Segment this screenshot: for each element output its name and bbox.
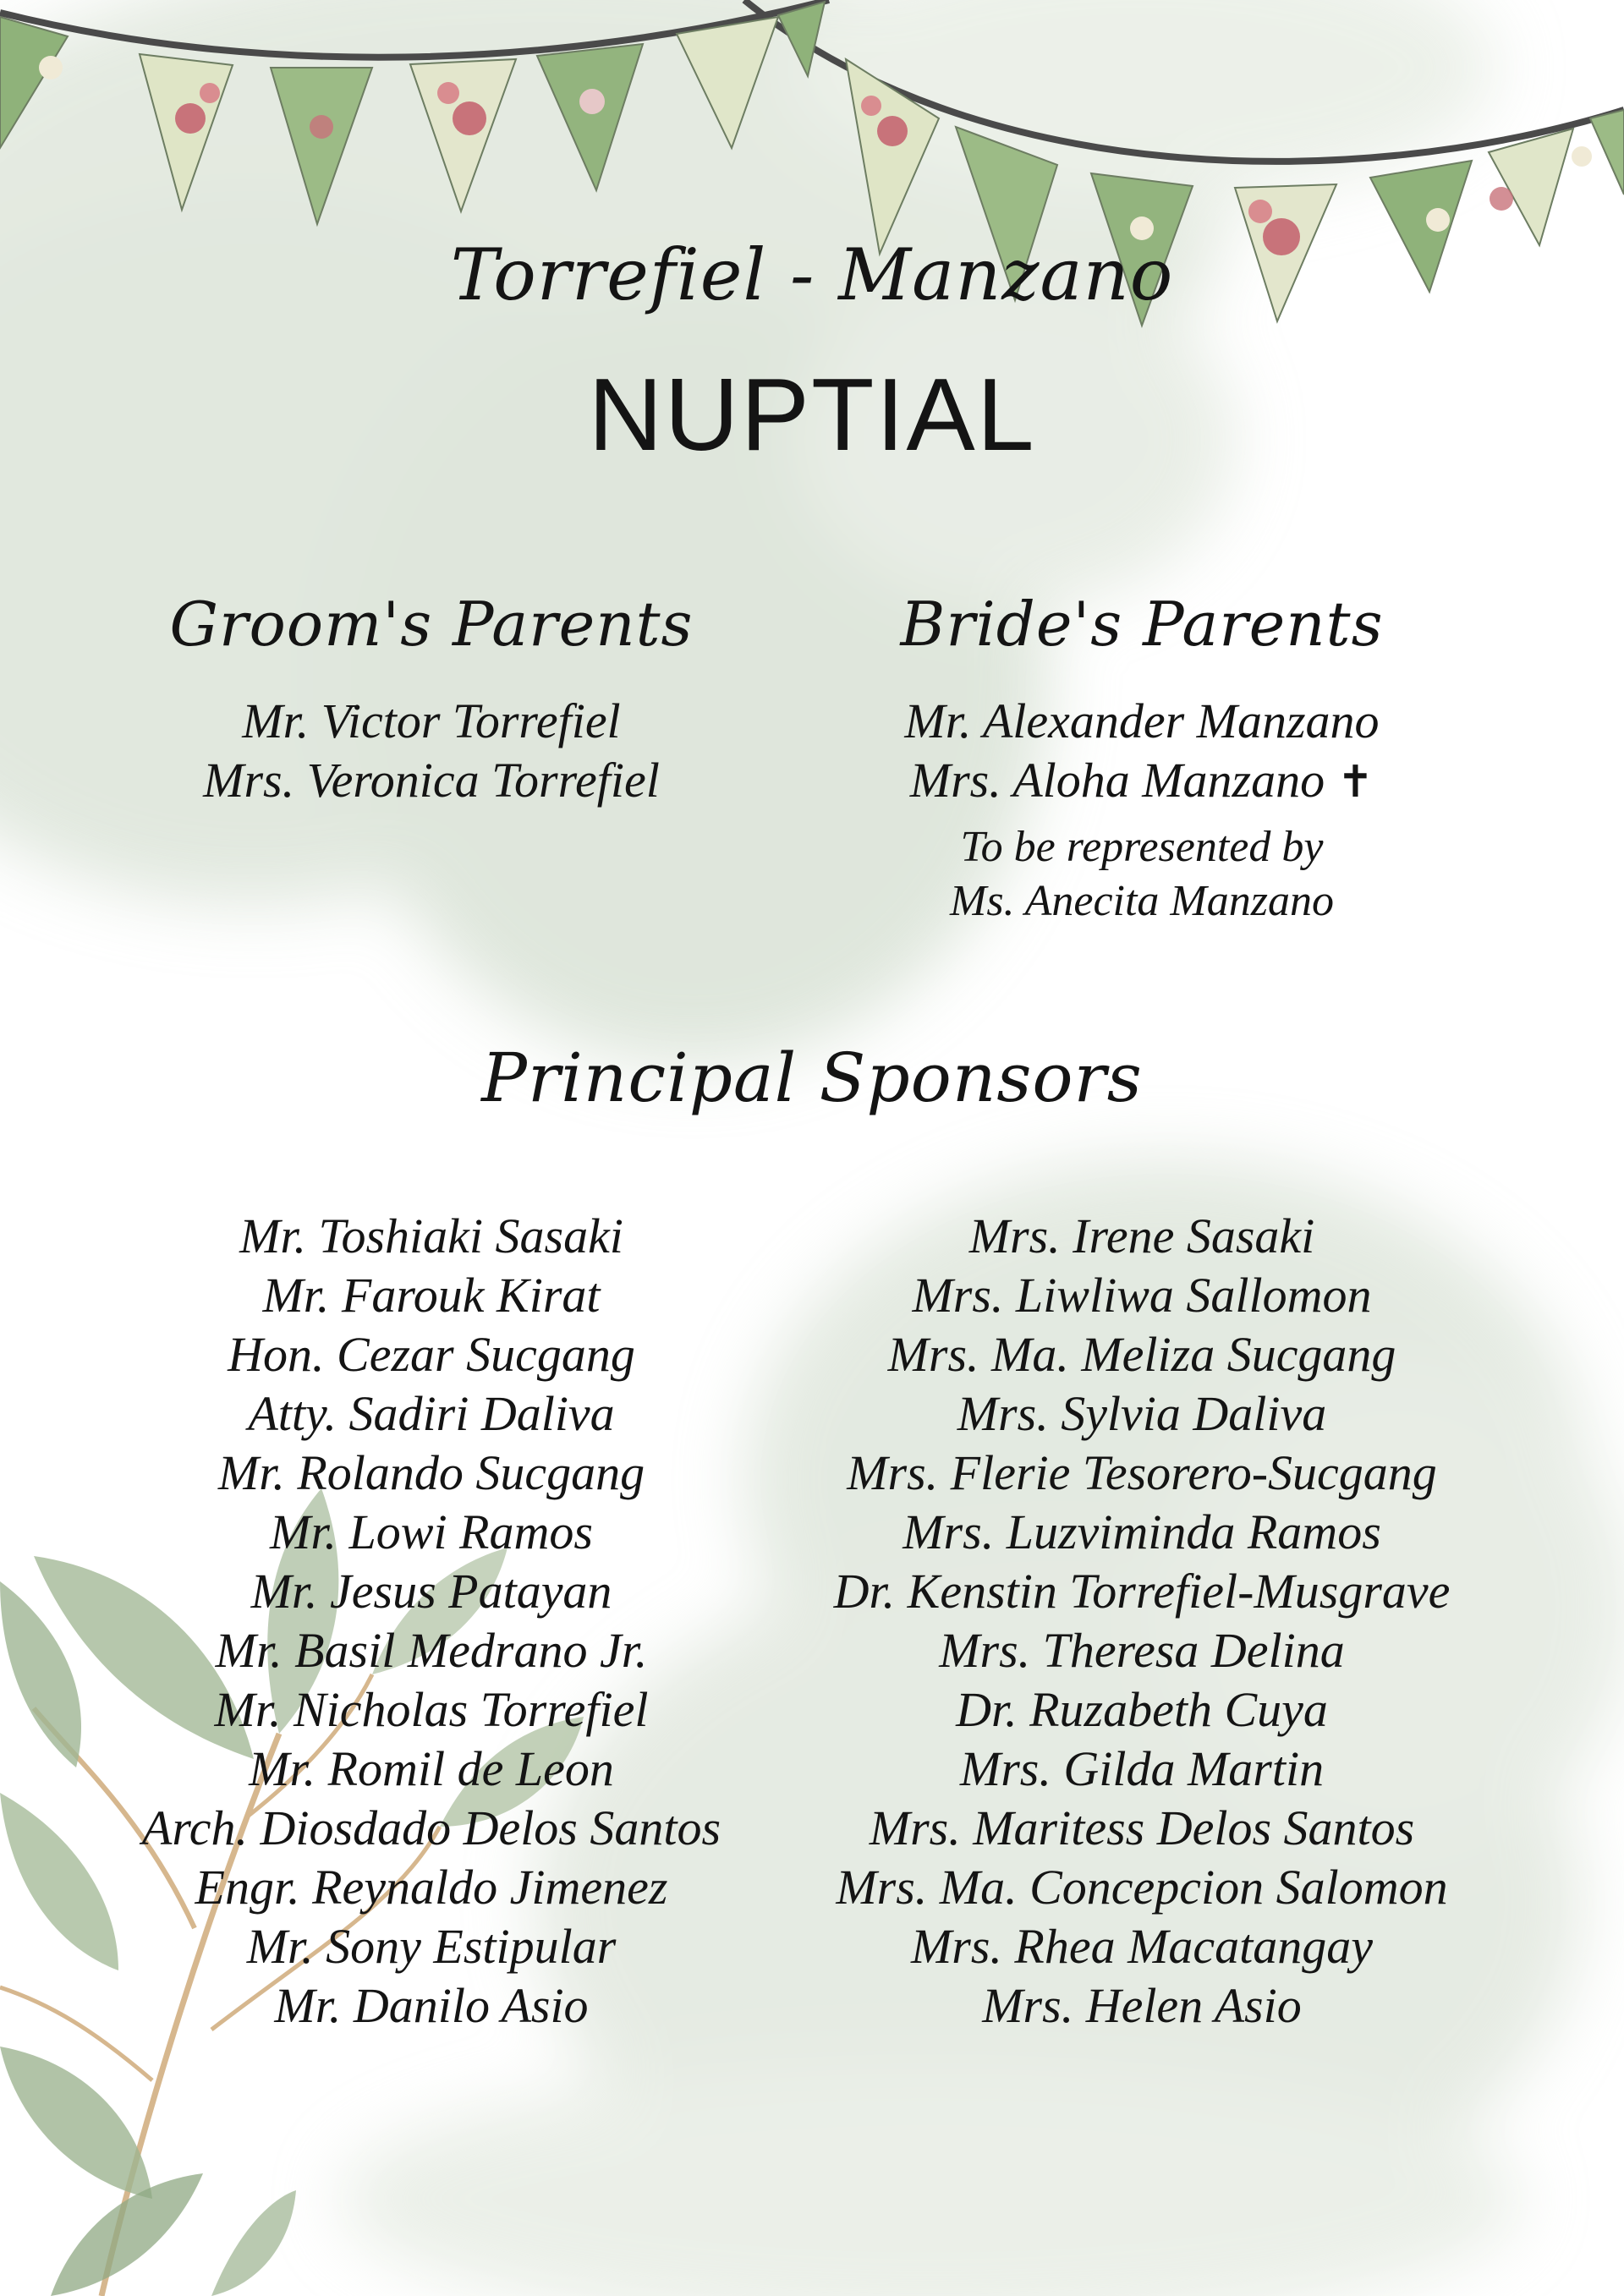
sponsor-name: Mr. Toshiaki Sasaki <box>239 1208 623 1263</box>
groom-parents-heading: Groom's Parents <box>169 589 694 660</box>
sponsor-name: Mrs. Ma. Concepcion Salomon <box>836 1860 1448 1915</box>
sponsor-name: Mrs. Rhea Macatangay <box>910 1919 1374 1974</box>
sponsor-name: Mrs. Flerie Tesorero-Sucgang <box>847 1445 1437 1500</box>
sponsors-heading: Principal Sponsors <box>481 1038 1143 1117</box>
cross-icon: ✝ <box>1336 757 1374 808</box>
representation-note <box>837 820 1446 929</box>
represented-label: To be represented by <box>960 823 1324 871</box>
sponsor-name: Engr. Reynaldo Jimenez <box>195 1860 668 1915</box>
sponsor-name: Mrs. Sylvia Daliva <box>957 1386 1327 1441</box>
sponsor-name: Mrs. Maritess Delos Santos <box>869 1800 1415 1855</box>
sponsor-name: Dr. Kenstin Torrefiel-Musgrave <box>833 1564 1451 1619</box>
sponsor-name: Mrs. Helen Asio <box>982 1978 1302 2033</box>
sponsor-name: Mr. Jesus Patayan <box>250 1564 612 1619</box>
sponsor-name: Arch. Diosdado Delos Santos <box>141 1800 721 1855</box>
bride-mother: Mrs. Aloha Manzano <box>909 753 1325 808</box>
sponsor-name: Mr. Nicholas Torrefiel <box>214 1682 649 1737</box>
sponsor-name: Atty. Sadiri Daliva <box>248 1386 615 1441</box>
sponsor-name: Mrs. Irene Sasaki <box>968 1208 1315 1263</box>
bride-parents-heading: Bride's Parents <box>900 589 1384 660</box>
sponsor-name: Mrs. Liwliwa Sallomon <box>912 1268 1372 1323</box>
sponsor-name: Mrs. Luzviminda Ramos <box>903 1504 1381 1559</box>
sponsors-left-column <box>51 1207 812 2036</box>
groom-mother: Mrs. Veronica Torrefiel <box>203 753 660 808</box>
sponsor-name: Hon. Cezar Sucgang <box>228 1327 635 1382</box>
sponsors-right-column <box>761 1207 1522 2036</box>
couple-names: Torrefiel - Manzano <box>450 233 1174 316</box>
groom-father: Mr. Victor Torrefiel <box>242 693 621 748</box>
sponsor-name: Mr. Basil Medrano Jr. <box>215 1623 648 1678</box>
sponsor-name: Mr. Lowi Ramos <box>270 1504 593 1559</box>
sponsor-name: Dr. Ruzabeth Cuya <box>956 1682 1328 1737</box>
sponsor-name: Mrs. Theresa Delina <box>939 1623 1345 1678</box>
representative-name: Ms. Anecita Manzano <box>950 877 1334 925</box>
sponsor-name: Mr. Rolando Sucgang <box>217 1445 645 1500</box>
groom-parents-list <box>144 692 719 810</box>
bride-father: Mr. Alexander Manzano <box>904 693 1380 748</box>
sponsor-name: Mr. Sony Estipular <box>246 1919 617 1974</box>
sponsor-name: Mr. Danilo Asio <box>274 1978 589 2033</box>
sponsor-name: Mr. Romil de Leon <box>249 1741 614 1796</box>
sponsor-name: Mrs. Ma. Meliza Sucgang <box>887 1327 1396 1382</box>
bride-mother-row <box>837 751 1446 812</box>
bride-parents-list <box>837 692 1446 812</box>
sponsor-name: Mr. Farouk Kirat <box>262 1268 601 1323</box>
page-title: NUPTIAL <box>588 357 1036 472</box>
sponsor-name: Mrs. Gilda Martin <box>959 1741 1325 1796</box>
